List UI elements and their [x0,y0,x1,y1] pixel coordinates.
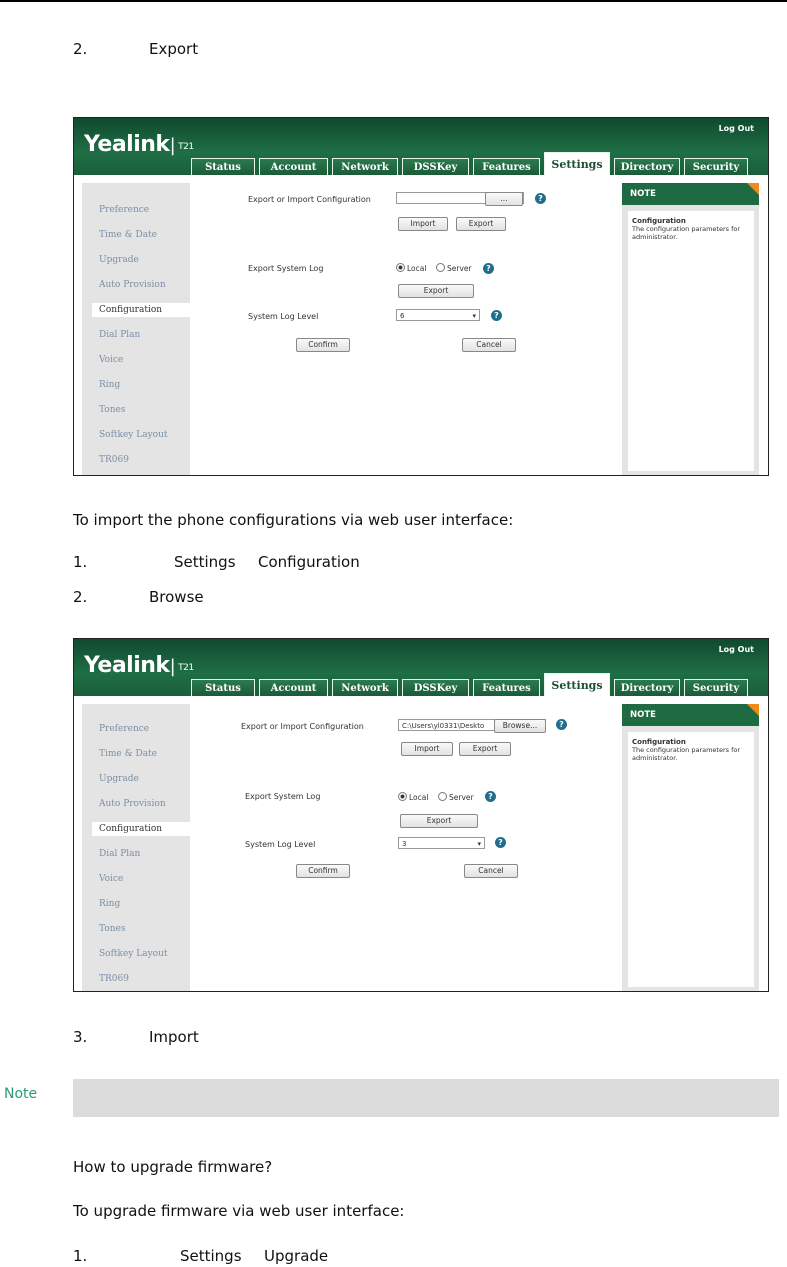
note-text: The configuration parameters for administrator. [632,225,741,241]
step-number: 2. [73,40,88,58]
help-icon[interactable]: ? [535,193,546,204]
sidebar-item-tones[interactable]: Tones [99,405,126,415]
nav-settings: Settings [180,1247,242,1265]
sidebar-item-dial-plan[interactable]: Dial Plan [99,330,141,340]
header-bar [74,118,768,175]
sidebar-item-softkey-layout[interactable]: Softkey Layout [99,949,168,959]
tab-security[interactable]: Security [684,679,748,696]
dropdown-arrow-icon: ▾ [472,312,476,320]
step-export [73,40,198,58]
radio-server[interactable]: Server [436,263,472,273]
logout-link[interactable]: Log Out [718,124,754,133]
tab-network[interactable]: Network [332,158,398,175]
step-browse [73,588,204,606]
tab-bar [74,679,768,696]
import-button[interactable]: Import [401,742,453,756]
sidebar-item-auto-provision[interactable]: Auto Provision [99,799,166,809]
note-body [628,211,754,471]
content-area [74,696,768,991]
step-import [73,1028,199,1046]
nav-settings: Settings [174,553,236,571]
sidebar-item-tr069[interactable]: TR069 [99,455,129,465]
step-navigate-configuration [73,553,360,571]
note-body [628,732,754,987]
sidebar [82,704,190,991]
system-log-level-label: System Log Level [248,312,319,321]
help-icon[interactable]: ? [495,837,506,848]
note-heading: Configuration [632,217,686,225]
export-button[interactable]: Export [459,742,511,756]
radio-local[interactable]: Local [398,792,428,802]
tab-dsskey[interactable]: DSSKey [402,679,469,696]
note-box [73,1079,779,1117]
sidebar-item-time-date[interactable]: Time & Date [99,230,157,240]
radio-dot-icon [396,263,405,272]
content-area [74,175,768,475]
dropdown-arrow-icon: ▾ [477,840,481,848]
tab-settings[interactable]: Settings [544,152,610,175]
nav-upgrade: Upgrade [264,1247,329,1265]
tab-directory[interactable]: Directory [614,679,680,696]
confirm-button[interactable]: Confirm [296,338,350,352]
radio-local[interactable]: Local [396,263,426,273]
step-number: 3. [73,1028,88,1046]
note-text: The configuration parameters for administrator. [632,746,741,762]
nav-configuration: Configuration [258,553,360,571]
export-log-button[interactable]: Export [400,814,478,828]
step-keyword: Export [149,40,199,58]
sidebar-item-configuration[interactable]: Configuration [92,303,195,317]
help-icon[interactable]: ? [491,310,502,321]
export-system-log-label: Export System Log [248,264,324,273]
step-keyword: Browse [149,588,204,606]
help-icon[interactable]: ? [556,719,567,730]
note-title: NOTE [622,704,759,726]
config-form [198,704,614,991]
import-button[interactable]: Import [398,217,448,231]
sidebar [82,183,190,475]
tab-directory[interactable]: Directory [614,158,680,175]
note-panel [622,183,759,475]
upgrade-question: How to upgrade firmware? [73,1158,273,1176]
log-level-select[interactable]: 3 ▾ [398,837,485,849]
help-icon[interactable]: ? [485,791,496,802]
system-log-level-label: System Log Level [245,840,316,849]
yealink-logo: Yealink| T21 [84,132,194,157]
note-corner-icon [747,183,759,195]
page-top-rule [0,0,787,2]
note-label: Note [4,1086,38,1102]
note-heading: Configuration [632,738,686,746]
web-ui-screenshot-2 [73,638,769,992]
tab-security[interactable]: Security [684,158,748,175]
step-navigate-upgrade [73,1247,329,1265]
tab-account[interactable]: Account [259,679,328,696]
export-import-label: Export or Import Configuration [241,722,364,731]
sidebar-item-voice[interactable]: Voice [99,355,124,365]
export-button[interactable]: Export [456,217,506,231]
sidebar-item-ring[interactable]: Ring [99,380,121,390]
sidebar-item-tones[interactable]: Tones [99,924,126,934]
export-log-button[interactable]: Export [398,284,474,298]
help-icon[interactable]: ? [483,263,494,274]
sidebar-item-tr069[interactable]: TR069 [99,974,129,984]
radio-dot-icon [438,792,447,801]
yealink-logo: Yealink| T21 [84,653,194,678]
tab-features[interactable]: Features [473,158,540,175]
export-system-log-label: Export System Log [245,792,321,801]
tab-status[interactable]: Status [191,679,255,696]
import-intro: To import the phone configurations via web user interface: [73,511,514,529]
step-number: 1. [73,553,88,571]
config-file-field[interactable]: C:\Users\yl0331\Deskto [398,719,546,731]
sidebar-item-time-date[interactable]: Time & Date [99,749,157,759]
cancel-button[interactable]: Cancel [464,864,518,878]
browse-button[interactable]: Browse... [494,719,546,733]
note-corner-icon [747,704,759,716]
radio-server[interactable]: Server [438,792,474,802]
export-import-label: Export or Import Configuration [248,195,371,204]
step-number: 2. [73,588,88,606]
tab-bar [74,158,768,175]
step-keyword: Import [149,1028,199,1046]
tab-features[interactable]: Features [473,679,540,696]
logout-link[interactable]: Log Out [718,645,754,654]
sidebar-item-ring[interactable]: Ring [99,899,121,909]
step-number: 1. [73,1247,88,1265]
config-form [198,183,614,475]
note-title: NOTE [622,183,759,205]
sidebar-item-upgrade[interactable]: Upgrade [99,774,139,784]
upgrade-intro: To upgrade firmware via web user interface: [73,1202,405,1220]
note-panel [622,704,759,991]
tab-network[interactable]: Network [332,679,398,696]
sidebar-item-dial-plan[interactable]: Dial Plan [99,849,141,859]
radio-dot-icon [436,263,445,272]
confirm-button[interactable]: Confirm [296,864,350,878]
tab-status[interactable]: Status [191,158,255,175]
sidebar-item-preference[interactable]: Preference [99,724,150,734]
tab-settings[interactable]: Settings [544,673,610,696]
log-level-select[interactable]: 6 ▾ [396,309,480,321]
sidebar-item-configuration[interactable]: Configuration [92,822,195,836]
sidebar-item-upgrade[interactable]: Upgrade [99,255,139,265]
sidebar-item-softkey-layout[interactable]: Softkey Layout [99,430,168,440]
cancel-button[interactable]: Cancel [462,338,516,352]
sidebar-item-voice[interactable]: Voice [99,874,124,884]
browse-button[interactable]: ... [485,192,523,206]
radio-dot-icon [398,792,407,801]
tab-account[interactable]: Account [259,158,328,175]
web-ui-screenshot-1 [73,117,769,476]
sidebar-item-preference[interactable]: Preference [99,205,150,215]
tab-dsskey[interactable]: DSSKey [402,158,469,175]
header-bar [74,639,768,696]
sidebar-item-auto-provision[interactable]: Auto Provision [99,280,166,290]
